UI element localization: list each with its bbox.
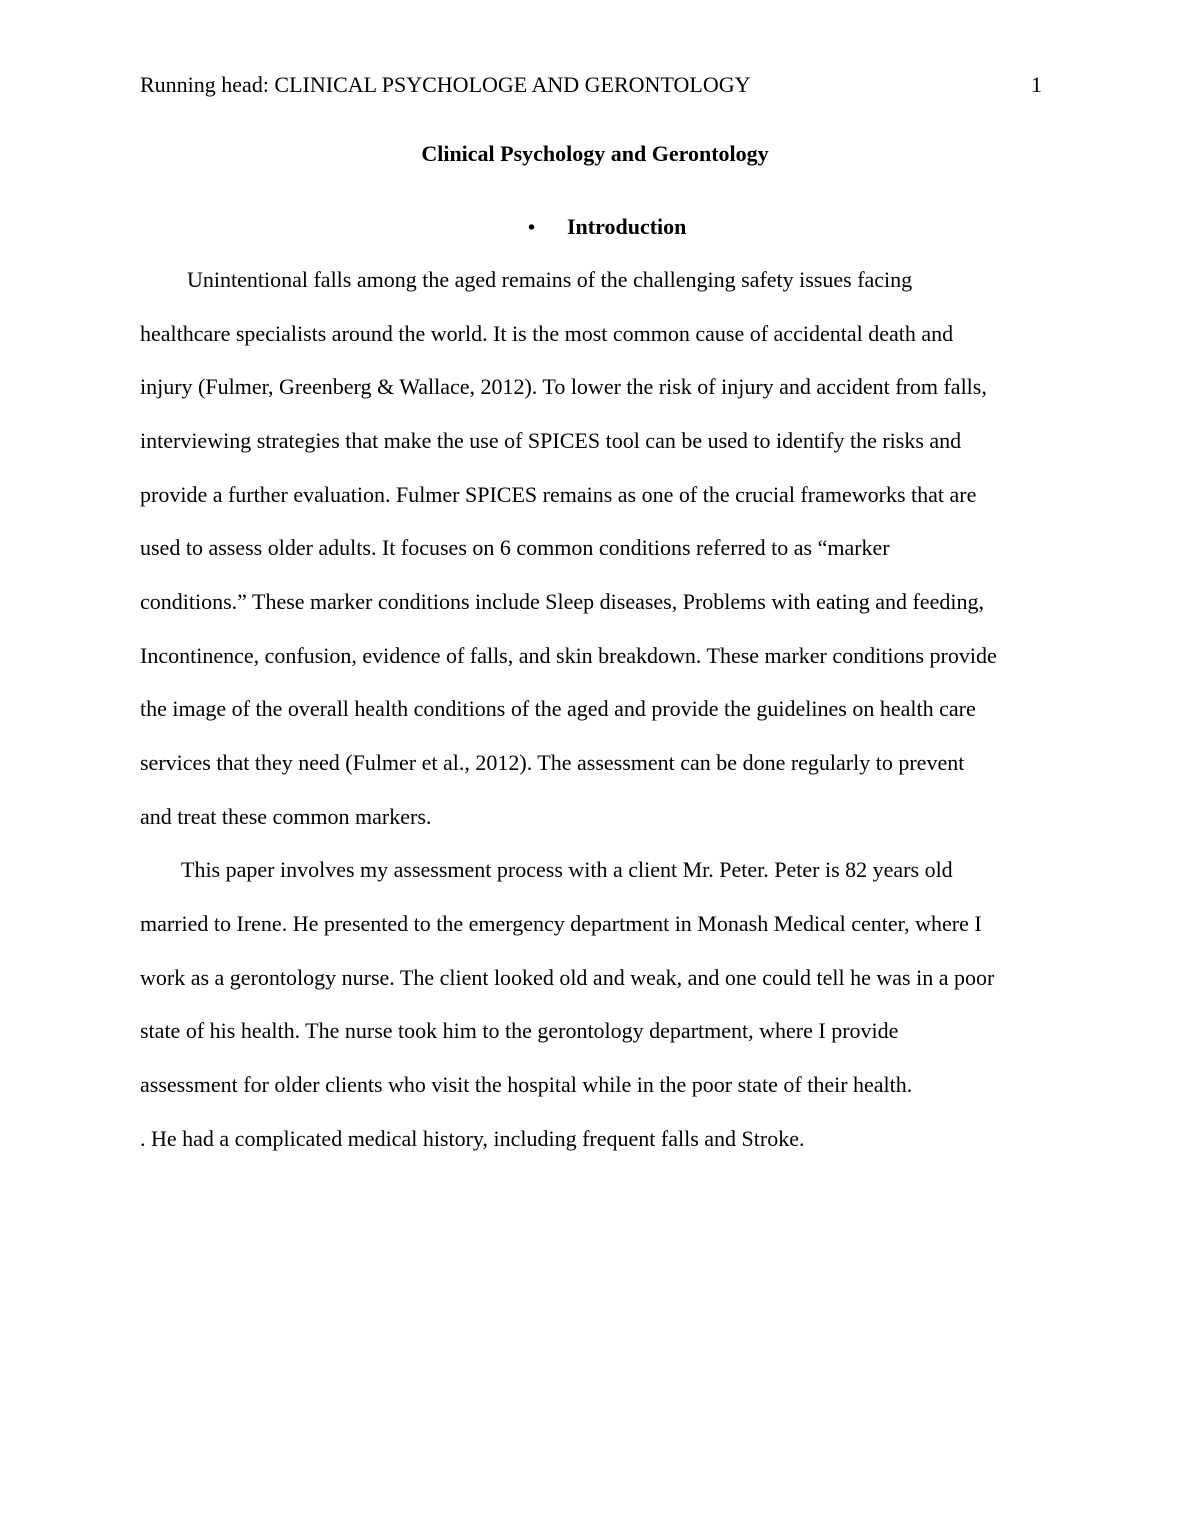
- paragraph-line: Incontinence, confusion, evidence of falls, and skin breakdown. These marker conditions provide: [140, 643, 997, 668]
- document-title: Clinical Psychology and Gerontology: [421, 141, 769, 166]
- page-number: 1: [1031, 72, 1042, 97]
- paragraph-line: injury (Fulmer, Greenberg & Wallace, 2012). To lower the risk of injury and accident from falls,: [140, 374, 987, 399]
- paragraph-line: interviewing strategies that make the use of SPICES tool can be used to identify the risks and: [140, 428, 962, 453]
- paragraph-line: used to assess older adults. It focuses on 6 common conditions referred to as “marker: [140, 535, 890, 560]
- section-heading-introduction: [528, 212, 686, 243]
- bullet-icon: •: [528, 217, 536, 239]
- page-header: [140, 70, 1042, 100]
- paragraph-line: This paper involves my assessment process with a client Mr. Peter. Peter is 82 years old: [181, 857, 953, 882]
- paragraph-line: Unintentional falls among the aged remains of the challenging safety issues facing: [187, 267, 913, 292]
- paragraph-line: services that they need (Fulmer et al., 2012). The assessment can be done regularly to prevent: [140, 750, 965, 775]
- paragraph-line: assessment for older clients who visit the hospital while in the poor state of their health.: [140, 1072, 913, 1097]
- paragraph-line: healthcare specialists around the world. It is the most common cause of accidental death and: [140, 321, 954, 346]
- running-head: Running head: CLINICAL PSYCHOLOGE AND GERONTOLOGY: [140, 72, 751, 97]
- section-heading-text: Introduction: [567, 214, 687, 239]
- paragraph-line: work as a gerontology nurse. The client looked old and weak, and one could tell he was in a poor: [140, 965, 995, 990]
- paragraph-line: the image of the overall health conditions of the aged and provide the guidelines on health care: [140, 696, 976, 721]
- paragraph-line: . He had a complicated medical history, including frequent falls and Stroke.: [140, 1126, 805, 1151]
- paragraph-line: married to Irene. He presented to the emergency department in Monash Medical center, where I: [140, 911, 982, 936]
- paragraph-line: state of his health. The nurse took him to the gerontology department, where I provide: [140, 1018, 899, 1043]
- paragraph-line: conditions.” These marker conditions include Sleep diseases, Problems with eating and feeding,: [140, 589, 984, 614]
- paragraph-line: provide a further evaluation. Fulmer SPICES remains as one of the crucial frameworks that are: [140, 482, 977, 507]
- paragraph-line: and treat these common markers.: [140, 804, 432, 829]
